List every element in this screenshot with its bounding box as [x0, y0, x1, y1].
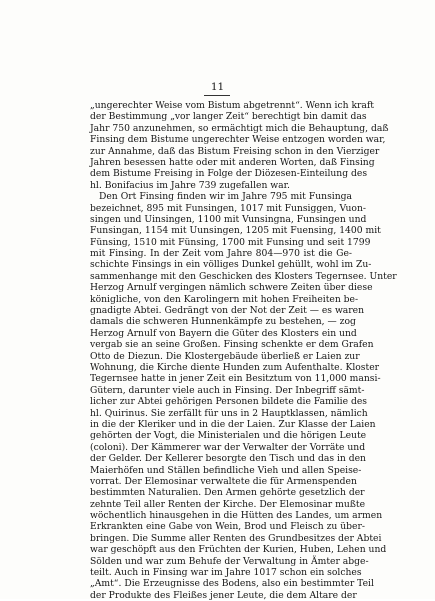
text-line: in die der Kleriker und in die der Laien. Zur Klasse der Laien — [90, 418, 376, 430]
text-line: (coloni). Der Kämmerer war der Verwalter der Vorräte und — [90, 441, 366, 453]
text-line: bringen. Die Summe aller Renten des Grundbesitzes der Abtei — [90, 532, 382, 544]
text-line: Funsingan, 1154 mit Uunsingen, 1205 mit Fuensing, 1400 mit — [90, 225, 381, 237]
body-text — [90, 100, 397, 601]
page-number-rule — [204, 95, 230, 96]
text-line: war geschöpft aus den Früchten der Kurien, Huben, Lehen und — [90, 544, 387, 556]
text-line: gehörten der Vogt, die Ministerialen und die hörigen Leute — [90, 430, 367, 442]
text-line: sammenhange mit den Geschicken des Klosters Tegernsee. Unter — [90, 270, 397, 282]
text-line: teilt. Auch in Finsing war im Jahre 1017 schon ein solches — [90, 567, 362, 579]
text-line: schichte Finsings in ein völliges Dunkel gehüllt, wohl im Zu- — [90, 259, 372, 271]
text-line: Fünsing, 1510 mit Fünsing, 1700 mit Funsing und seit 1799 — [90, 236, 371, 248]
text-line: Herzog Arnulf von Bayern die Güter des Klosters ein und — [90, 327, 357, 339]
text-line: Den Ort Finsing finden wir im Jahre 795 mit Funsinga — [99, 191, 352, 203]
text-line: hl. Bonifacius im Jahre 739 zugefallen war. — [90, 179, 290, 191]
text-line: königliche, von den Karolingern mit hohen Freiheiten be- — [90, 293, 359, 305]
text-line: der Bestimmung „vor langer Zeit“ berechtigt bin damit das — [90, 111, 367, 123]
text-line: Sölden und war zum Behufe der Verwaltung in Ämter abge- — [90, 555, 369, 567]
text-line: Maierhöfen und Ställen befindliche Vieh und allen Speise- — [90, 464, 362, 476]
text-line: der Gelder. Der Kellerer besorgte den Tisch und das in den — [90, 453, 366, 465]
text-line: dem Bistume Freising in Folge der Diözesen-Einteilung des — [90, 168, 368, 180]
text-line: Finsing dem Bistume ungerechter Weise entzogen worden war, — [90, 134, 386, 146]
page-number: 11 — [210, 81, 225, 93]
text-line: vorrat. Der Elemosinar verwaltete die für Armenspenden — [90, 475, 357, 487]
text-line: Jahr 750 anzunehmen, so ermächtigt mich die Behauptung, daß — [90, 122, 389, 134]
text-line: Wohnung, die Kirche diente Hunden zum Aufenthalte. Kloster — [90, 361, 380, 373]
text-line: gnadigte Abtei. Gedrängt von der Not der Zeit — es waren — [90, 305, 365, 317]
text-line: wöchentlich hinausgehen in die Hütten des Landes, um armen — [90, 510, 383, 522]
text-line: Gütern, darunter viele auch in Finsing. Der Inbegriff sämt- — [90, 384, 365, 396]
text-line: zehnte Teil aller Renten der Kirche. Der Elemosinar mußte — [90, 498, 366, 510]
text-line: Tegernsee hatte in jener Zeit ein Besitztum von 11,000 mansi- — [90, 373, 381, 385]
text-line: singen und Uinsingen, 1100 mit Vunsingna, Funsingen und — [90, 213, 367, 225]
text-line: bezeichnet, 895 mit Funsingen, 1017 mit Funsiggen, Vuon- — [90, 202, 366, 214]
text-line: „Amt“. Die Erzeugnisse des Bodens, also ein bestimmter Teil — [90, 578, 374, 590]
text-line: zur Annahme, daß das Bistum Freising schon in den Vierziger — [90, 145, 380, 157]
text-line: Jahren besessen hatte oder mit anderen Worten, daß Finsing — [90, 156, 375, 168]
text-line: „ungerechter Weise vom Bistum abgetrennt“. Wenn ich kraft — [90, 100, 374, 111]
text-line: bestimmten Naturalien. Den Armen gehörte gesetzlich der — [90, 487, 365, 499]
text-line: vergab sie an seine Großen. Finsing schenkte er dem Grafen — [90, 339, 374, 351]
text-line: Herzog Arnulf vergingen nämlich schwere Zeiten über diese — [90, 282, 373, 294]
text-line: hl. Quirinus. Sie zerfällt für uns in 2 Hauptklassen, nämlich — [90, 407, 368, 419]
text-line: Erkrankten eine Gabe von Wein, Brod und Fleisch zu über- — [90, 521, 365, 533]
text-line: mit Finsing. In der Zeit vom Jahre 804—970 ist die Ge- — [90, 248, 352, 260]
text-line: Otto de Diezun. Die Klostergebäude überließ er Laien zur — [90, 350, 360, 362]
text-line: licher zur Abtei gehörigen Personen bildete die Familie des — [90, 396, 368, 408]
text-line: damals die schweren Hunnenkämpfe zu bestehen, — zog — [90, 316, 356, 328]
text-line: der Produkte des Fleißes jener Leute, die dem Altare der — [90, 589, 357, 601]
